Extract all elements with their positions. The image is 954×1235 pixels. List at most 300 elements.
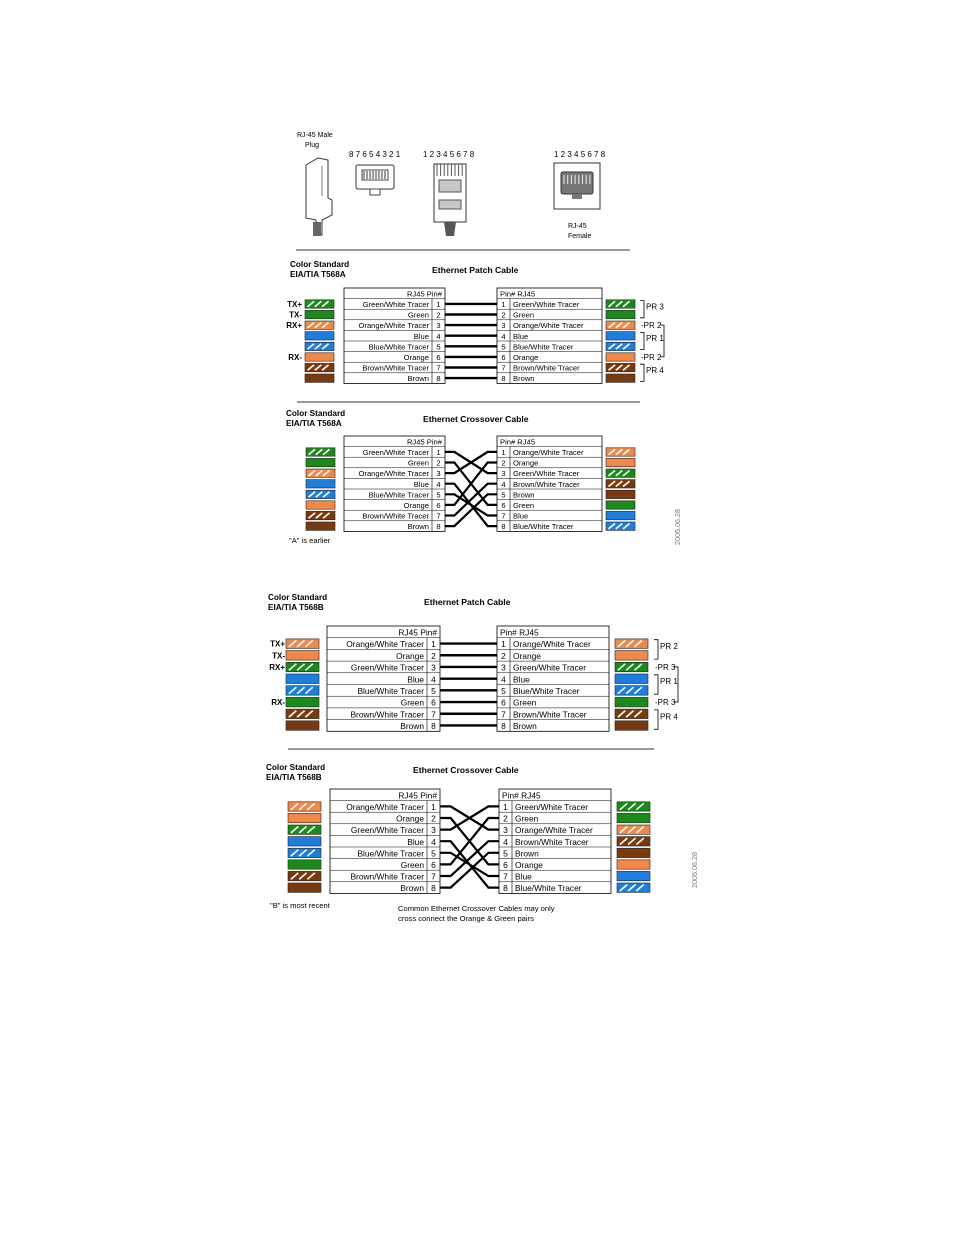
- cable-title: Ethernet Patch Cable: [424, 597, 511, 607]
- right-pin-number: 6: [501, 697, 506, 708]
- plug-top-view-icon: [434, 164, 466, 236]
- right-pin-table: [497, 626, 609, 731]
- color-swatch: [306, 501, 335, 509]
- color-standard-name: EIA/TIA T568B: [268, 603, 324, 612]
- plug-side-view-icon: [306, 158, 332, 236]
- left-wire-label: Orange: [396, 813, 424, 824]
- left-wire-label: Blue/White Tracer: [357, 686, 424, 696]
- signal-label: TX-: [272, 651, 285, 661]
- left-pin-number: 2: [436, 310, 441, 320]
- color-swatch: [606, 448, 635, 456]
- swatch-fill: [288, 871, 321, 880]
- color-standard-label: Color Standard: [286, 409, 346, 418]
- right-pin-number: 7: [501, 511, 506, 521]
- left-pin-number: 3: [431, 662, 436, 673]
- left-wire-label: Brown: [400, 721, 424, 732]
- right-pin-number: 7: [503, 871, 508, 882]
- left-pin-number: 1: [431, 802, 436, 812]
- right-wire-label: Green/White Tracer: [513, 662, 587, 673]
- right-wire-label: Blue/White Tracer: [513, 342, 574, 352]
- plug-front-latch: [370, 189, 380, 195]
- color-swatch: [615, 662, 648, 672]
- color-swatch: [606, 353, 635, 361]
- table-header: Pin# RJ45: [502, 790, 541, 801]
- color-swatch: [306, 458, 335, 466]
- right-wire-label: Green: [513, 501, 535, 510]
- right-pin-number: 7: [501, 709, 506, 720]
- table-header: RJ45 Pin#: [398, 790, 437, 801]
- left-pin-number: 8: [436, 522, 441, 532]
- left-wire-label: Brown/White Tracer: [362, 511, 429, 521]
- swatch-fill: [306, 480, 335, 488]
- swatch-fill: [305, 321, 334, 329]
- swatch-fill: [606, 490, 635, 498]
- left-wire-label: Green/White Tracer: [350, 662, 424, 673]
- right-pin-number: 3: [501, 321, 506, 331]
- swatch-fill: [615, 686, 648, 696]
- left-pin-number: 5: [431, 686, 436, 696]
- swatch-fill: [286, 721, 319, 731]
- right-wire-label: Green/White Tracer: [513, 300, 580, 309]
- right-pin-table: [497, 436, 602, 531]
- pair-label: -PR 2: [641, 352, 662, 362]
- left-pin-number: 8: [436, 374, 441, 384]
- left-wire-label: Brown/White Tracer: [350, 709, 424, 720]
- color-swatch: [617, 837, 650, 846]
- right-pin-number: 4: [501, 479, 506, 489]
- pin-order-female: 1 2 3 4 5 6 7 8: [554, 150, 606, 159]
- right-pin-number: 5: [501, 342, 506, 352]
- swatch-fill: [606, 480, 635, 488]
- color-swatch: [305, 342, 334, 350]
- cable-title: Ethernet Crossover Cable: [423, 414, 529, 424]
- color-swatch: [606, 342, 635, 350]
- right-pin-number: 1: [503, 802, 508, 812]
- right-pin-number: 8: [501, 522, 506, 532]
- color-swatch: [288, 883, 321, 892]
- signal-label: TX+: [287, 299, 302, 309]
- right-wire-label: Blue: [513, 674, 530, 685]
- left-wire-label: Blue/White Tracer: [357, 848, 424, 859]
- right-wire-label: Blue/White Tracer: [513, 522, 574, 532]
- right-wire-label: Orange: [513, 353, 539, 362]
- pair-bracket: [654, 640, 658, 659]
- color-swatch: [615, 651, 648, 661]
- right-wire-label: Blue: [513, 331, 529, 341]
- right-pin-number: 7: [501, 363, 506, 373]
- color-swatch: [617, 802, 650, 811]
- right-pin-number: 5: [501, 490, 506, 500]
- right-wire-label: Orange/White Tracer: [515, 825, 593, 836]
- left-wire-label: Green: [400, 697, 424, 708]
- wire-connections: [440, 806, 499, 887]
- left-pin-number: 4: [431, 674, 436, 685]
- cable-diagram-1: [286, 260, 664, 402]
- color-swatch: [606, 522, 635, 530]
- left-pin-number: 5: [436, 490, 441, 500]
- right-pin-number: 6: [501, 501, 506, 510]
- swatch-fill: [306, 490, 335, 498]
- left-pin-number: 5: [436, 342, 441, 352]
- swatch-fill: [286, 709, 319, 719]
- left-wire-label: Green/White Tracer: [350, 825, 424, 836]
- color-swatch: [288, 860, 321, 869]
- right-pin-number: 1: [501, 639, 506, 650]
- pair-label: -PR 3: [655, 698, 676, 708]
- color-standard-label: Color Standard: [268, 593, 328, 602]
- left-pin-number: 1: [431, 639, 436, 650]
- left-wire-label: Orange/White Tracer: [358, 469, 429, 479]
- color-swatch: [606, 310, 635, 318]
- pair-label: PR 1: [660, 677, 678, 687]
- color-swatch: [305, 374, 334, 382]
- swatch-fill: [606, 469, 635, 477]
- signal-label: RX-: [288, 352, 302, 362]
- swatch-fill: [306, 458, 335, 466]
- pair-label: PR 4: [660, 712, 678, 722]
- color-swatch: [305, 353, 334, 361]
- right-pin-number: 8: [503, 883, 508, 894]
- swatch-fill: [305, 332, 334, 340]
- left-pin-number: 3: [436, 321, 441, 331]
- color-swatch: [306, 511, 335, 519]
- right-wire-label: Green: [513, 310, 535, 320]
- swatch-fill: [286, 662, 319, 672]
- table-header: RJ45 Pin#: [406, 289, 442, 299]
- left-wire-label: Blue: [413, 331, 429, 341]
- right-pin-number: 8: [501, 721, 506, 732]
- color-swatch: [288, 848, 321, 857]
- left-pin-table: [327, 626, 440, 731]
- swatch-fill: [286, 639, 319, 649]
- plug-front-slot: [362, 170, 388, 180]
- swatch-fill: [615, 697, 648, 707]
- right-wire-label: Blue/White Tracer: [515, 883, 582, 894]
- plug-side-cable: [313, 222, 321, 236]
- pin-order-asc: 1 2 3 4 5 6 7 8: [423, 150, 475, 159]
- swatch-fill: [606, 332, 635, 340]
- swatch-fill: [286, 686, 319, 696]
- color-swatch: [606, 458, 635, 466]
- right-pin-number: 2: [501, 650, 506, 661]
- swatch-fill: [288, 848, 321, 857]
- left-pin-number: 2: [436, 458, 441, 468]
- table-header: Pin# RJ45: [500, 437, 536, 447]
- right-wire-label: Blue/White Tracer: [513, 686, 580, 696]
- right-wire-label: Green/White Tracer: [515, 802, 589, 812]
- swatch-fill: [305, 300, 334, 308]
- left-wire-label: Orange/White Tracer: [358, 321, 429, 331]
- left-pin-number: 4: [431, 836, 436, 847]
- color-swatch: [288, 837, 321, 846]
- swatch-fill: [606, 363, 635, 371]
- color-swatch: [617, 860, 650, 869]
- swatch-fill: [286, 697, 319, 707]
- right-wire-label: Brown/White Tracer: [513, 479, 580, 489]
- color-swatch: [306, 480, 335, 488]
- right-pin-number: 1: [501, 300, 506, 309]
- left-pin-number: 6: [431, 697, 436, 708]
- signal-label: RX+: [286, 321, 302, 331]
- cable-diagram-4: [266, 763, 699, 923]
- left-pin-table: [330, 789, 440, 893]
- swatch-fill: [615, 674, 648, 684]
- left-pin-number: 1: [436, 300, 441, 309]
- right-pin-number: 8: [501, 374, 506, 384]
- color-swatch: [615, 639, 648, 649]
- color-swatch: [617, 825, 650, 834]
- swatch-fill: [306, 501, 335, 509]
- color-swatch: [305, 321, 334, 329]
- plug-top-window: [439, 180, 461, 192]
- right-wire-label: Orange: [515, 860, 543, 870]
- swatch-fill: [305, 353, 334, 361]
- left-wire-label: Blue: [407, 674, 424, 685]
- table-header: RJ45 Pin#: [406, 437, 442, 447]
- color-swatch: [606, 501, 635, 509]
- right-pin-number: 2: [503, 813, 508, 824]
- left-wire-label: Blue: [407, 836, 424, 847]
- swatch-fill: [615, 709, 648, 719]
- color-swatch: [286, 674, 319, 684]
- pair-bracket: [640, 364, 644, 381]
- jack-label: Female: [568, 233, 592, 240]
- color-swatch: [306, 448, 335, 456]
- plug-front-view-icon: [356, 165, 394, 195]
- right-wire-label: Orange: [513, 458, 539, 468]
- right-wire-label: Green/White Tracer: [513, 469, 580, 479]
- jack-latch-slot: [572, 194, 582, 199]
- color-swatch: [606, 480, 635, 488]
- right-pin-table: [499, 789, 611, 893]
- color-swatch: [286, 651, 319, 661]
- swatch-fill: [606, 310, 635, 318]
- color-swatch: [606, 469, 635, 477]
- left-wire-label: Orange/White Tracer: [346, 639, 424, 650]
- left-pin-number: 4: [436, 479, 441, 489]
- color-swatch: [288, 871, 321, 880]
- right-pin-number: 4: [501, 674, 506, 685]
- color-swatch: [286, 697, 319, 707]
- left-pin-number: 7: [436, 511, 441, 521]
- color-swatch: [306, 469, 335, 477]
- swatch-fill: [288, 802, 321, 811]
- color-standard-name: EIA/TIA T568A: [290, 270, 346, 279]
- cable-diagram-2: [286, 409, 682, 545]
- swatch-fill: [617, 848, 650, 857]
- standard-note: "A" is earlier: [289, 536, 331, 545]
- swatch-fill: [606, 374, 635, 382]
- color-swatch: [288, 813, 321, 822]
- left-pin-number: 2: [431, 813, 436, 824]
- swatch-fill: [615, 721, 648, 731]
- swatch-fill: [617, 883, 650, 892]
- color-swatch: [286, 721, 319, 731]
- left-pin-number: 7: [431, 871, 436, 882]
- swatch-fill: [615, 639, 648, 649]
- pair-label: PR 1: [646, 334, 664, 344]
- color-swatch: [305, 300, 334, 308]
- right-pin-table: [497, 288, 602, 383]
- right-pin-number: 3: [501, 662, 506, 673]
- swatch-fill: [617, 871, 650, 880]
- table-header: Pin# RJ45: [500, 289, 536, 299]
- color-swatch: [306, 522, 335, 530]
- right-wire-label: Brown/White Tracer: [513, 363, 580, 373]
- color-swatch: [286, 662, 319, 672]
- swatch-fill: [288, 860, 321, 869]
- swatch-fill: [288, 825, 321, 834]
- wire-connections: [445, 452, 497, 526]
- table-header: RJ45 Pin#: [398, 627, 437, 638]
- signal-label: TX+: [270, 639, 285, 649]
- left-pin-number: 7: [436, 363, 441, 373]
- swatch-fill: [615, 651, 648, 661]
- right-pin-number: 6: [503, 860, 508, 870]
- swatch-fill: [615, 662, 648, 672]
- left-wire-label: Brown: [407, 522, 429, 532]
- pin-order-desc: 8 7 6 5 4 3 2 1: [349, 150, 401, 159]
- right-wire-label: Brown: [515, 848, 539, 859]
- left-wire-label: Blue/White Tracer: [368, 490, 429, 500]
- pair-bracket: [640, 332, 644, 349]
- left-pin-number: 8: [431, 883, 436, 894]
- color-swatch: [288, 825, 321, 834]
- color-swatch: [606, 374, 635, 382]
- swatch-fill: [286, 674, 319, 684]
- jack-label: RJ-45: [568, 223, 587, 230]
- pair-bracket: [654, 710, 658, 729]
- plug-top-window: [439, 200, 461, 209]
- color-standard-name: EIA/TIA T568A: [286, 419, 342, 428]
- signal-label: TX-: [289, 310, 302, 320]
- swatch-fill: [606, 321, 635, 329]
- right-wire-label: Green: [515, 813, 539, 824]
- left-pin-number: 6: [436, 353, 441, 362]
- left-pin-number: 8: [431, 721, 436, 732]
- right-pin-number: 4: [501, 331, 506, 341]
- color-swatch: [306, 490, 335, 498]
- swatch-fill: [606, 300, 635, 308]
- swatch-fill: [606, 342, 635, 350]
- swatch-fill: [305, 310, 334, 318]
- right-wire-label: Orange: [513, 650, 541, 661]
- color-swatch: [617, 871, 650, 880]
- left-pin-number: 3: [431, 825, 436, 836]
- plug-label: RJ-45 Male: [297, 132, 333, 139]
- left-pin-table: [344, 288, 445, 383]
- left-wire-label: Brown: [400, 883, 424, 894]
- swatch-fill: [617, 813, 650, 822]
- right-pin-number: 2: [501, 458, 506, 468]
- left-wire-label: Brown: [407, 374, 429, 384]
- right-wire-label: Brown/White Tracer: [515, 836, 589, 847]
- color-swatch: [615, 721, 648, 731]
- swatch-fill: [286, 651, 319, 661]
- color-swatch: [305, 332, 334, 340]
- color-swatch: [286, 709, 319, 719]
- color-swatch: [606, 511, 635, 519]
- left-wire-label: Orange: [403, 353, 429, 362]
- right-wire-label: Brown: [513, 721, 537, 732]
- color-swatch: [606, 332, 635, 340]
- left-wire-label: Brown/White Tracer: [362, 363, 429, 373]
- left-pin-number: 5: [431, 848, 436, 859]
- right-pin-number: 2: [501, 310, 506, 320]
- right-pin-number: 5: [501, 686, 506, 696]
- right-pin-number: 3: [501, 469, 506, 479]
- color-swatch: [615, 697, 648, 707]
- color-standard-label: Color Standard: [266, 763, 326, 772]
- right-pin-number: 1: [501, 448, 506, 457]
- swatch-fill: [288, 813, 321, 822]
- left-wire-label: Blue/White Tracer: [368, 342, 429, 352]
- color-swatch: [615, 674, 648, 684]
- left-pin-number: 1: [436, 448, 441, 457]
- right-wire-label: Green: [513, 697, 537, 708]
- date-stamp: 2005.06.28: [673, 509, 682, 545]
- left-wire-label: Green: [400, 860, 424, 870]
- pair-label: -PR 3: [655, 662, 676, 672]
- left-wire-label: Orange: [403, 501, 429, 510]
- left-wire-label: Green/White Tracer: [362, 448, 429, 457]
- right-pin-number: 5: [503, 848, 508, 859]
- cable-title: Ethernet Crossover Cable: [413, 765, 519, 775]
- pair-labels: [654, 640, 678, 730]
- crossover-footnote: Common Ethernet Crossover Cables may only: [398, 904, 555, 913]
- swatch-fill: [305, 363, 334, 371]
- pair-bracket: [640, 301, 644, 318]
- left-wire-label: Orange/White Tracer: [346, 802, 424, 812]
- right-wire-label: Blue: [515, 871, 532, 882]
- color-swatch: [288, 802, 321, 811]
- swatch-fill: [606, 501, 635, 509]
- color-standard-label: Color Standard: [290, 260, 350, 269]
- left-pin-table: [344, 436, 445, 531]
- signal-label: RX+: [269, 662, 285, 672]
- plug-top-cable: [444, 222, 456, 236]
- date-stamp: 2005.06.28: [690, 852, 699, 888]
- swatch-fill: [617, 825, 650, 834]
- right-pin-number: 4: [503, 836, 508, 847]
- left-wire-label: Orange: [396, 650, 424, 661]
- cable-title: Ethernet Patch Cable: [432, 265, 519, 275]
- right-pin-number: 3: [503, 825, 508, 836]
- signal-label: RX-: [271, 698, 285, 708]
- right-wire-label: Brown: [513, 374, 535, 384]
- right-wire-label: Brown: [513, 490, 535, 500]
- pair-labels: [640, 301, 664, 382]
- swatch-fill: [606, 353, 635, 361]
- color-swatch: [606, 363, 635, 371]
- swatch-fill: [606, 458, 635, 466]
- pair-label: PR 3: [646, 302, 664, 312]
- color-swatch: [617, 848, 650, 857]
- pair-label: -PR 2: [641, 321, 662, 331]
- wire-connections: [445, 304, 497, 378]
- color-swatch: [606, 490, 635, 498]
- left-pin-number: 7: [431, 709, 436, 720]
- left-wire-label: Green/White Tracer: [362, 300, 429, 309]
- right-wire-label: Brown/White Tracer: [513, 709, 587, 720]
- right-pin-number: 6: [501, 353, 506, 362]
- pair-label: PR 2: [660, 642, 678, 652]
- color-swatch: [606, 321, 635, 329]
- swatch-fill: [617, 802, 650, 811]
- jack-opening: [561, 172, 593, 194]
- swatch-fill: [606, 511, 635, 519]
- color-swatch: [606, 300, 635, 308]
